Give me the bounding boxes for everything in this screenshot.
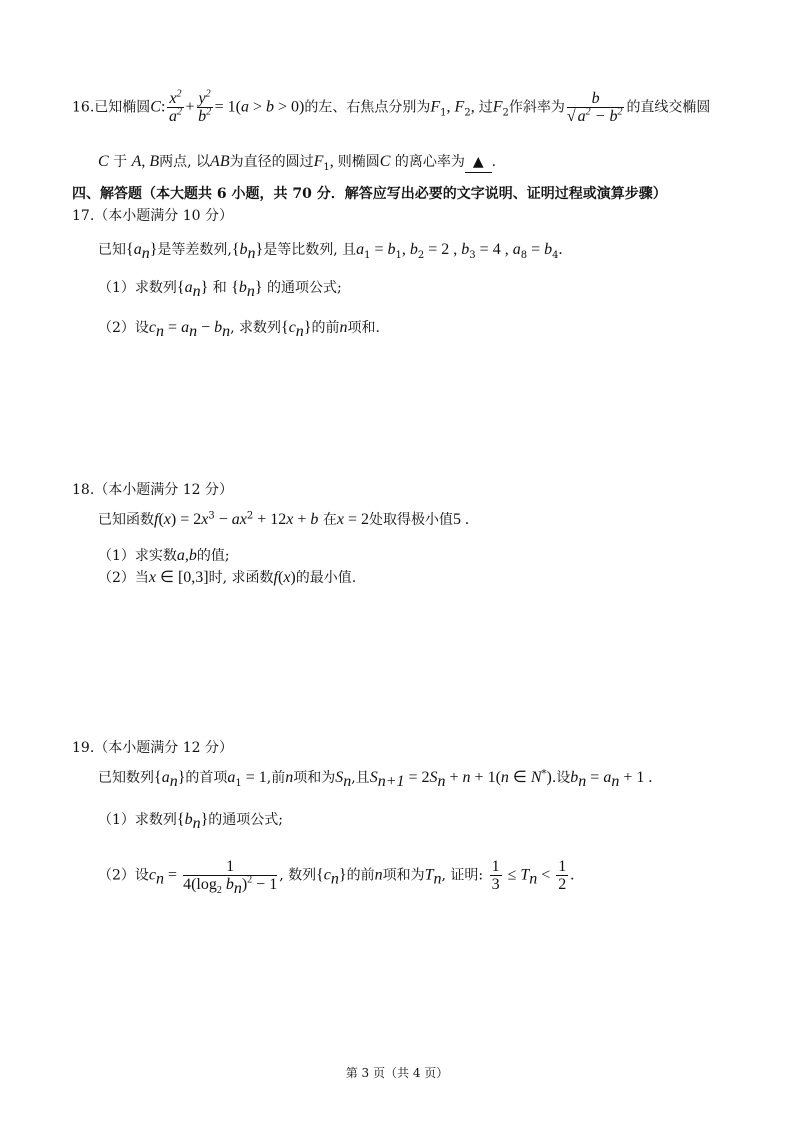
q18-header: 18.（本小题满分 12 分）: [72, 482, 233, 498]
q16-text-8: 为直径的圆过: [229, 154, 314, 170]
q19-frac-third: $\frac{1}{3}$: [491, 858, 500, 893]
q16-text-6: 于: [113, 154, 128, 170]
q17-part2: （2）设$c_n = a_n - b_n$, 求数列$\{c_n\}$的前n项和.: [98, 319, 380, 340]
q16-ellipse-eq: C: [150, 98, 161, 116]
q16-text-1: 已知椭圆: [94, 99, 151, 116]
q16-frac-slope: $\frac{b}{√ a^2 - b^2}$: [566, 90, 623, 125]
q17-part1: （1）求数列$\{a_n\}$ 和 $\{b_n\}$ 的通项公式;: [98, 279, 342, 300]
q17-header: 17.（本小题满分 10 分）: [72, 208, 233, 224]
q19-stem: 已知数列$\{a_n\}$的首项$a_1 = 1$,前n项和为$S_n$,且$S_{n+1} = 2S_n + n + 1(n$ ∈ N*).设$b_n = a_n + 1$ .: [98, 768, 653, 790]
q16-text-5: 的直线交椭圆: [626, 99, 711, 116]
q16-line2: C 于 A, B两点, 以AB为直径的圆过$F_1$, 则椭圆C 的离心率为 ▲ .: [98, 153, 497, 173]
q18-stem: 已知函数$f(x) = 2x^3 - ax^2 + 12x + b$ 在x = 2处取得极小值5 .: [98, 510, 470, 528]
q16-text-10: 的离心率为: [394, 154, 465, 170]
q17-stem: 已知$\{a_n\}$是等差数列$,\{b_n\}$是等比数列, 且$a_1 = b_1$, $b_2 = 2$ , $b_3 = 4$ , $a_8 = b_4$.: [98, 241, 563, 262]
q16-text-7: 两点, 以: [159, 154, 211, 170]
q16-text-2: 的左、右焦点分别为: [304, 99, 431, 116]
page-footer: 第 3 页（共 4 页）: [345, 1066, 449, 1080]
q16-answer-blank: [465, 152, 492, 173]
q19-part2: （2）设$c_n$ = $\frac{1}{4(\log_2 b_n)^2 - 1}$ , 数列$\{c_n\}$的前n项和为$T_n$, 证明: $\frac{1}{3}$ ≤ $T_n$ < $\frac{1}{2}$ .: [98, 858, 575, 898]
q19-frac-cn: $\frac{1}{4(\log_2 b_n)^2 - 1}$: [183, 858, 278, 898]
q16-number: 16.: [72, 99, 95, 116]
answer-triangle-icon: ▲: [472, 154, 484, 170]
q18-part1: （1）求实数a,b的值;: [98, 547, 230, 564]
q19-header: 19.（本小题满分 12 分）: [72, 740, 233, 756]
q16-text-4: 作斜率为: [508, 99, 565, 116]
q16-frac-y: $\frac{y^2}{b^2}$: [198, 88, 212, 125]
q16-text-3: 过: [478, 99, 493, 116]
q16-line1: 16.已知椭圆C: $\frac{x^2}{a^2}$ + $\frac{y^2}{b^2}$ = 1(a > b > 0)的左、右焦点分别为$F_1$, $F_2$, 过$F_2$作斜率为 $\frac{b}{√ a^2 - b^2}$ 的直线交椭圆: [72, 88, 711, 125]
q16-text-9: 则椭圆: [337, 154, 380, 170]
q19-part1: （1）求数列$\{b_n\}$的通项公式;: [98, 811, 284, 832]
q18-part2: （2）当x ∈ [0,3]时, 求函数f(x)的最小值.: [98, 569, 357, 586]
q19-frac-half: $\frac{1}{2}$: [558, 858, 567, 893]
section4-heading: 四、解答题（本大题共 6 小题，共 70 分．解答应写出必要的文字说明、证明过程或演算步骤）: [72, 186, 667, 202]
q16-frac-x: $\frac{x^2}{a^2}$: [168, 88, 182, 125]
